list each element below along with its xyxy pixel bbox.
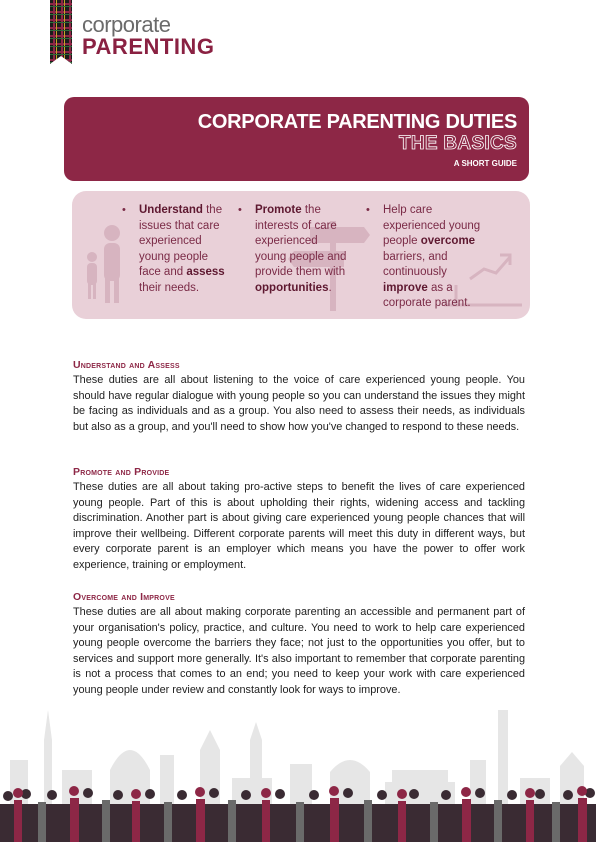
tartan-flag-icon	[50, 0, 72, 64]
page-title: CORPORATE PARENTING DUTIES	[197, 111, 517, 133]
section-body: These duties are all about listening to the voice of care experienced young people. You should have regular dialogue with young people so you can understand the issues they might be facing as individuals and as a group. You also need to assess their needs, as individuals but also as a group, and you'll need to show how you've changed to respond to these needs.	[73, 374, 525, 433]
summary-overcome: • Help care experienced young people overcome barriers, and continuously improve as a corporate parent.	[366, 204, 481, 309]
section-heading: Overcome and Improve	[73, 591, 175, 603]
family-silhouette-icon	[87, 225, 120, 303]
section-overcome-improve	[73, 591, 525, 698]
bullet-icon: •	[122, 204, 126, 216]
bullet-icon: •	[238, 204, 242, 216]
summary-panel	[72, 191, 530, 319]
logo-word-corporate: corporate	[82, 12, 171, 37]
title-banner	[64, 97, 529, 181]
skyline-crowd-illustration	[0, 700, 596, 842]
guide-tag: A SHORT GUIDE	[453, 159, 517, 168]
section-understand-assess	[73, 359, 525, 435]
section-body: These duties are all about taking pro-active steps to benefit the lives of care experienced young people. Part of this is about upholding their rights, widening access and tackling discrimination. Another part is about giving care experienced young people chances that will improve their wellbeing. Different corporate parents will meet this duty in different ways, but every corporate parent is an employer which means you have the power to offer work experience, training or employment.	[73, 481, 525, 571]
section-body: These duties are all about making corporate parenting an accessible and permanent part of your organisation's policy, practice, and culture. You need to work to help care experienced young people overcome the barriers they face; not just to the opportunities you offer, but to services and support more generally. It's also important to remember that corporate parenting is not a process that comes to an end; you need to keep your work with care experienced young people under review and constantly look for ways to improve.	[73, 606, 525, 696]
summary-promote: • Promote the interests of care experienced young people and provide them with opportunities.	[238, 204, 347, 294]
bullet-icon: •	[366, 204, 370, 216]
logo-word-parenting: PARENTING	[82, 34, 215, 59]
page-subtitle: THE BASICS	[398, 133, 517, 154]
section-heading: Promote and Provide	[73, 466, 170, 478]
section-promote-provide	[73, 466, 525, 573]
section-heading: Understand and Assess	[73, 359, 180, 371]
summary-understand: • Understand the issues that care experienced young people face and assess their needs.	[122, 204, 225, 294]
corporate-parenting-logo	[50, 0, 250, 66]
